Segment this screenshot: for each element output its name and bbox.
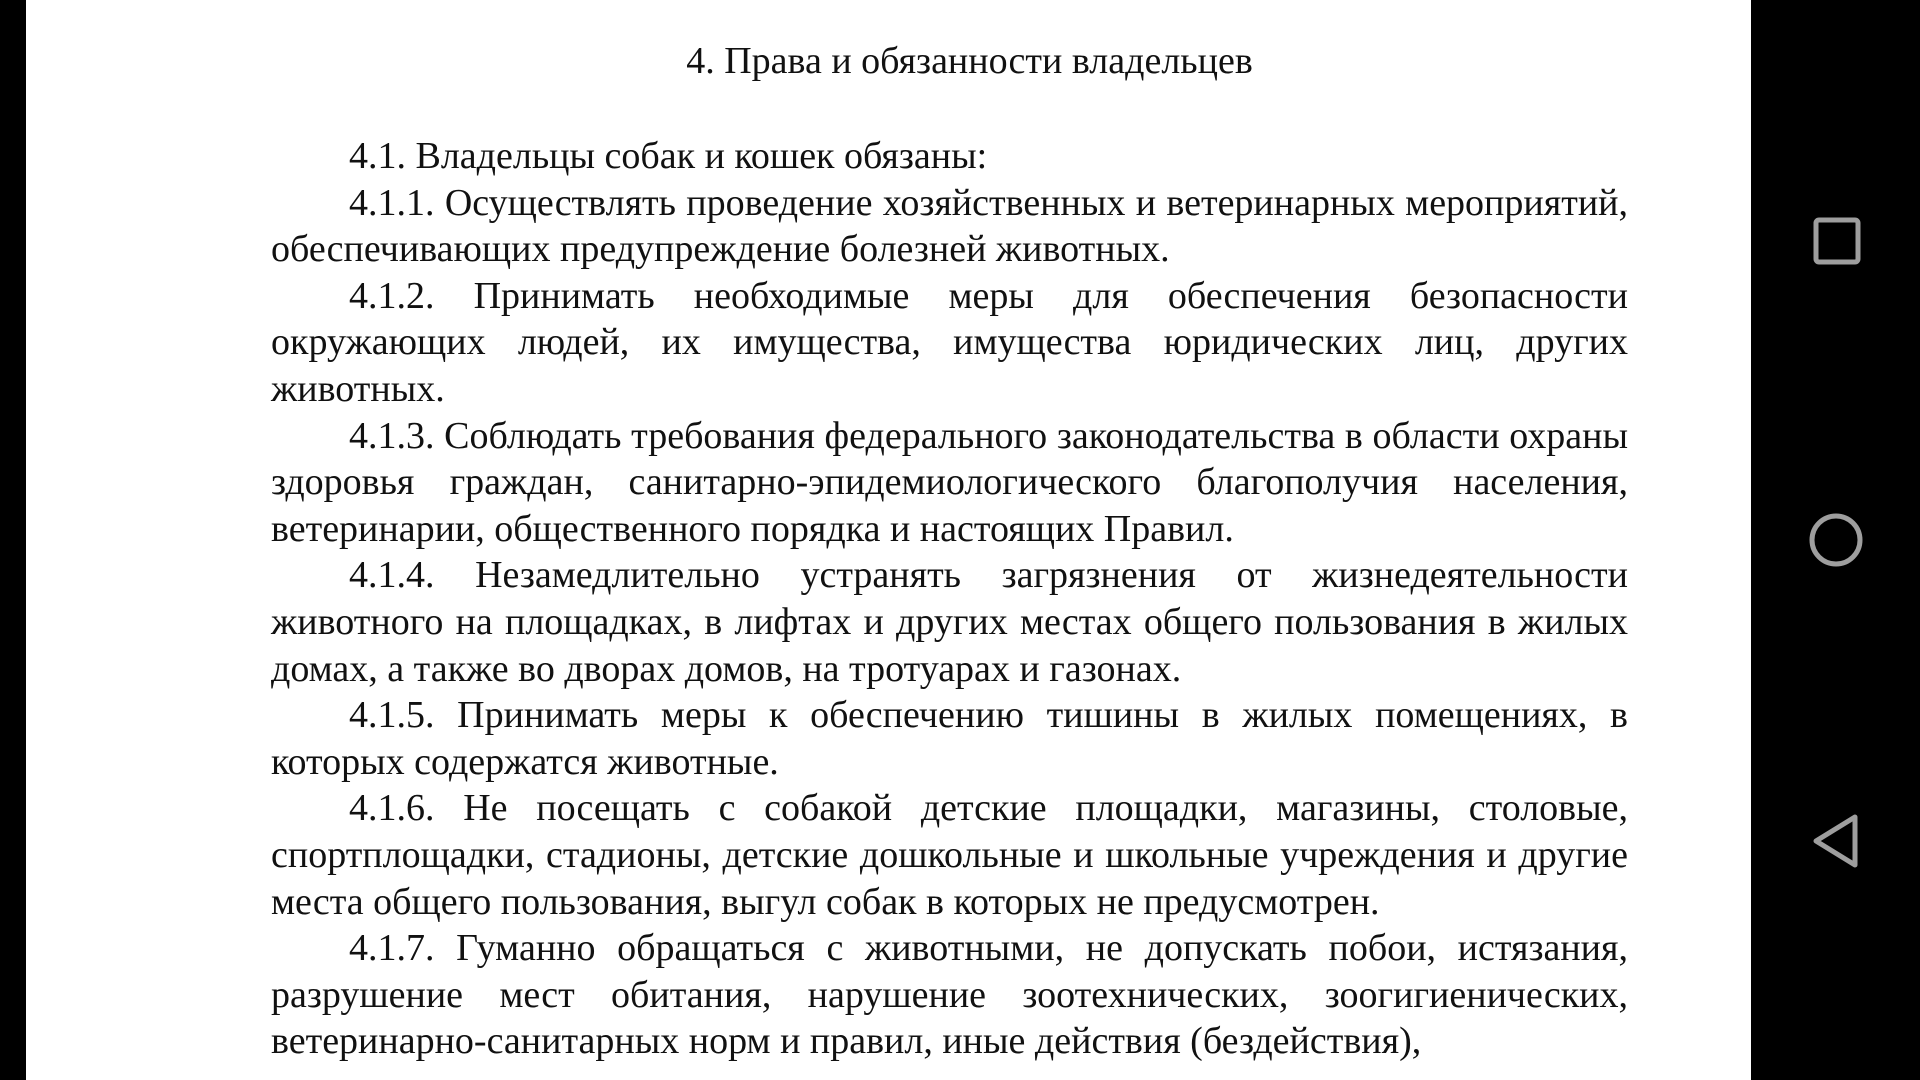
document-text xyxy=(271,0,1628,1065)
document-title: 4. Права и обязанности владельцев xyxy=(686,40,1253,82)
paragraph-4-1-2: 4.1.2. Принимать необходимые меры для обеспечения безопасности окружающих людей, их имущества, имущества юридических лиц, других животных. xyxy=(271,274,1628,410)
paragraph-4-1-7: 4.1.7. Гуманно обращаться с животными, не допускать побои, истязания, разрушение мест обитания, нарушение зоотехнических, зоогигиенических, ветеринарно-санитарных норм и правил, иные действия (бездействия), xyxy=(271,927,1628,1063)
paragraph-4-1: 4.1. Владельцы собак и кошек обязаны: xyxy=(349,135,988,177)
paragraph-4-1-5: 4.1.5. Принимать меры к обеспечению тишины в жилых помещениях, в которых содержатся животные. xyxy=(271,694,1628,783)
circle-icon xyxy=(1791,495,1881,585)
paragraph-4-1-3: 4.1.3. Соблюдать требования федерального законодательства в области охраны здоровья граждан, санитарно-эпидемиологического благополучия населения, ветеринарии, общественного порядка и настоящих Правил. xyxy=(271,414,1628,550)
navigation-bar xyxy=(1751,0,1920,1080)
recents-button[interactable] xyxy=(1791,195,1881,285)
document-body xyxy=(271,133,1628,1065)
home-button[interactable] xyxy=(1791,495,1881,585)
paragraph-4-1-6: 4.1.6. Не посещать с собакой детские площадки, магазины, столовые, спортплощадки, стадионы, детские дошкольные и школьные учреждения и другие места общего пользования, выгул собак в которых не предусмотрен. xyxy=(271,787,1628,923)
triangle-back-icon xyxy=(1791,795,1881,885)
paragraph-4-1-1: 4.1.1. Осуществлять проведение хозяйственных и ветеринарных мероприятий, обеспечивающих предупреждение болезней животных. xyxy=(271,181,1628,271)
square-icon xyxy=(1791,195,1881,285)
back-button[interactable] xyxy=(1791,795,1881,885)
paragraph-4-1-4: 4.1.4. Незамедлительно устранять загрязнения от жизнедеятельности животного на площадках, в лифтах и других местах общего пользования в жилых домах, а также во дворах домов, на тротуарах и газонах. xyxy=(271,554,1628,690)
document-page[interactable] xyxy=(26,0,1751,1080)
